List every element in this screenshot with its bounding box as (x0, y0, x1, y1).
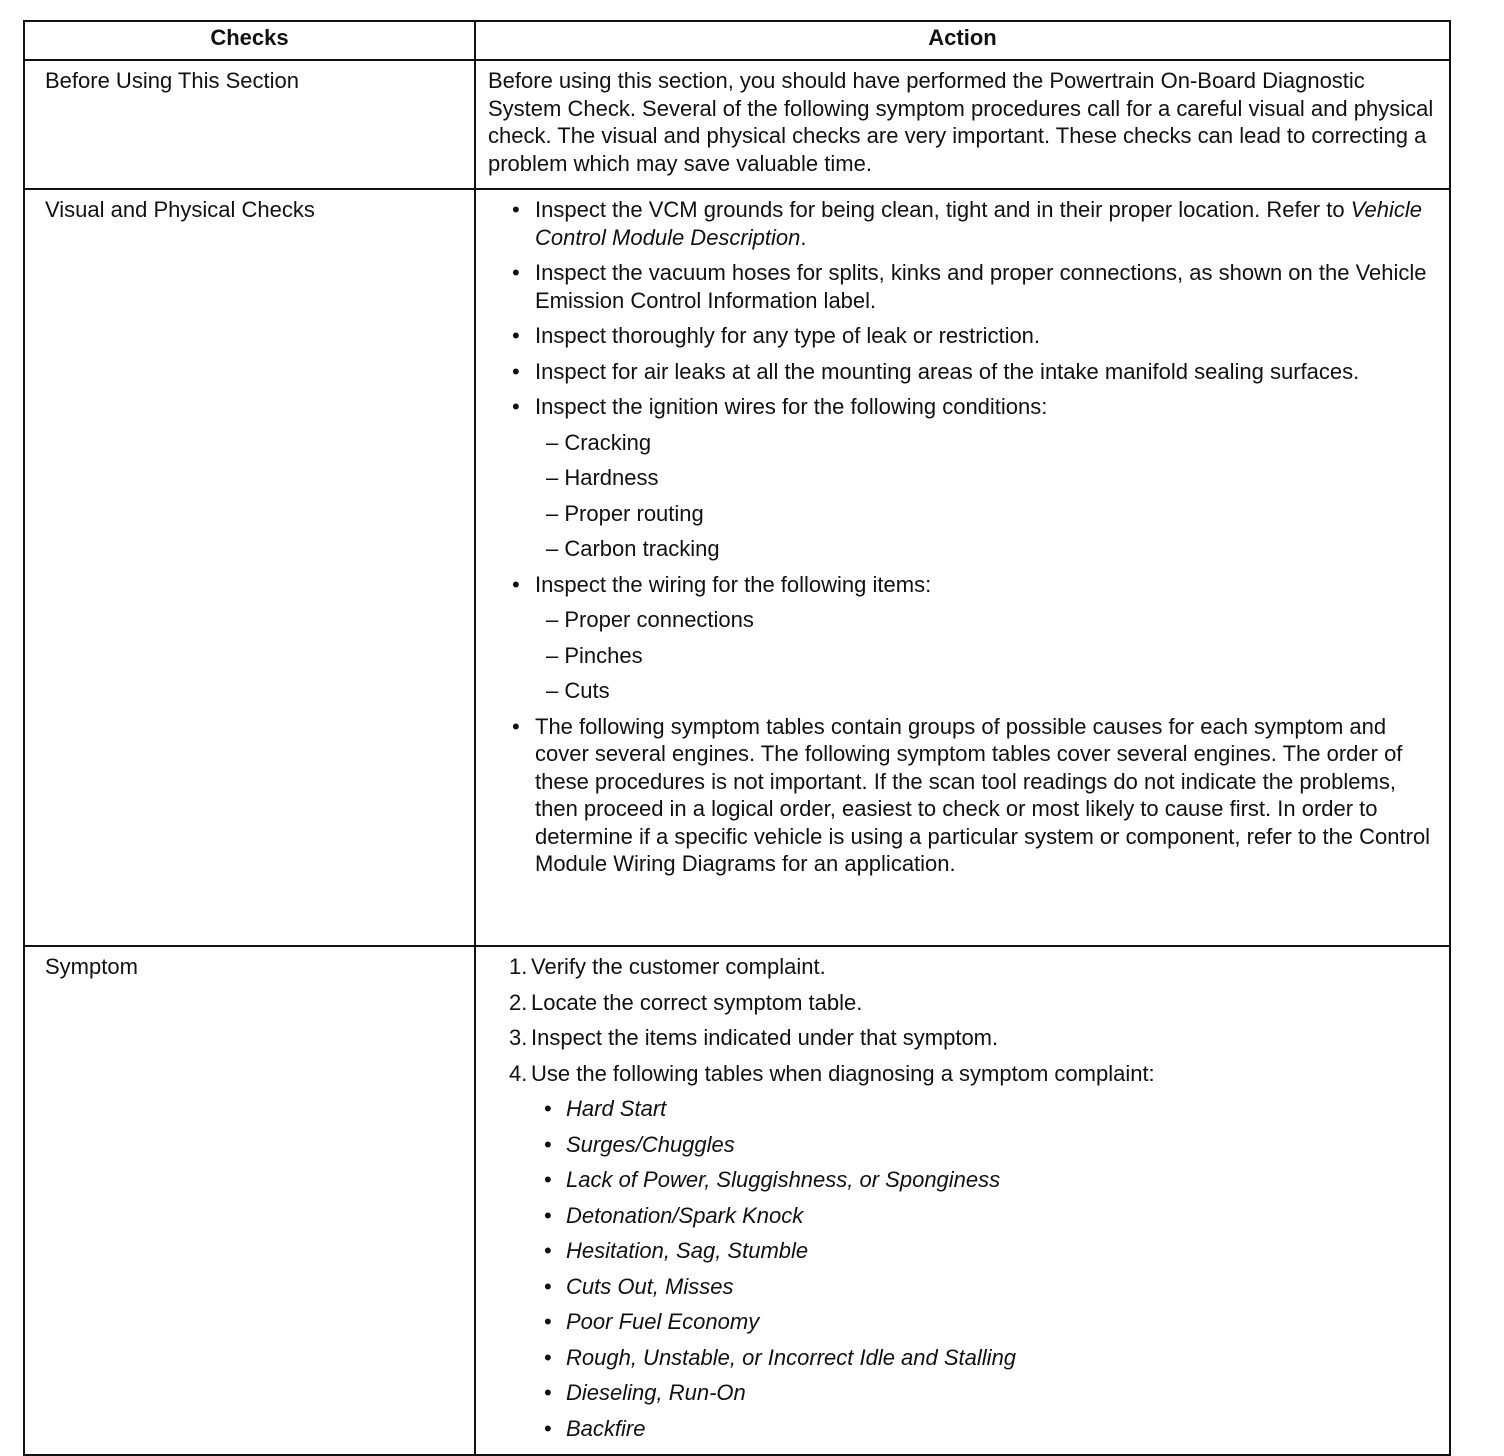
list-item: • The following symptom tables contain groups of possible causes for each symptom and cover several engines. The following symptom tables cover several engines. The order of these procedures is not important. If the scan tool readings do not indicate the problems, then proceed in a logical order, easiest to check or most likely to cause first. In order to determine if a specific vehicle is using a particular system or component, refer to the Control Module Wiring Diagrams for an application. (488, 713, 1439, 878)
wiring-items-text: Inspect the wiring for the following items: (535, 571, 932, 597)
symptom-table-item: • Dieseling, Run-On (531, 1379, 1439, 1407)
checks-action-table (23, 20, 1451, 1456)
action-visual-physical (475, 189, 1450, 946)
sub-list-item: – Pinches (546, 642, 643, 668)
sub-list-item: – Proper connections (546, 607, 754, 632)
header-checks: Checks (24, 21, 475, 60)
vcm-description-reference: Vehicle Control Module Description (535, 197, 1423, 250)
symptom-steps-list (488, 953, 1439, 1442)
list-item (488, 196, 1439, 251)
step-item (488, 989, 1439, 1017)
step-text: Verify the customer complaint. (531, 954, 826, 979)
list-item (488, 571, 1439, 705)
step-item (488, 953, 1439, 981)
symptom-table-item: • Cuts Out, Misses (531, 1273, 1439, 1301)
symptom-table-item: • Hard Start (531, 1095, 1439, 1123)
check-before-using: Before Using This Section (24, 60, 475, 189)
header-row (24, 21, 1450, 60)
sub-list-item: – Proper routing (546, 500, 704, 526)
vcm-ref-period: . (800, 224, 807, 250)
before-using-text: Before using this section, you should have performed the Powertrain On-Board Diagnostic System Check. Several of the following symptom procedures call for a careful visual and physical check. The visual and physical checks are very important. These checks can lead to correcting a problem which may save valuable time. (488, 68, 1434, 176)
action-symptom (475, 946, 1450, 1455)
step-item (488, 1060, 1439, 1443)
symptom-table-item: • Hesitation, Sag, Stumble (531, 1237, 1439, 1265)
row-before-using (24, 60, 1450, 189)
symptom-table-item: • Rough, Unstable, or Incorrect Idle and Stalling (531, 1344, 1439, 1372)
symptom-table-item: • Backfire (531, 1415, 1439, 1443)
symptom-table-item: • Detonation/Spark Knock (531, 1202, 1439, 1230)
symptom-table-item: • Poor Fuel Economy (531, 1308, 1439, 1336)
step-text: Inspect the items indicated under that symptom. (531, 1025, 999, 1050)
header-action: Action (475, 21, 1450, 60)
list-item: • Inspect the vacuum hoses for splits, kinks and proper connections, as shown on the Vehicle Emission Control Information label. (488, 259, 1439, 314)
ignition-conditions-list (535, 429, 1439, 563)
check-symptom: Symptom (24, 946, 475, 1455)
sub-list-item: – Carbon tracking (546, 536, 720, 561)
step-number: 3. (509, 1025, 528, 1050)
vcm-grounds-text: Inspect the VCM grounds for being clean, tight and in their proper location. Refer to (535, 197, 1351, 222)
step-item (488, 1024, 1439, 1052)
symptom-table-item: • Surges/Chuggles (531, 1131, 1439, 1159)
symptom-tables-list (531, 1095, 1439, 1442)
ignition-wires-text: Inspect the ignition wires for the following conditions: (535, 394, 1048, 419)
symptom-table-item: • Lack of Power, Sluggishness, or Sponginess (531, 1166, 1439, 1194)
list-item: • Inspect thoroughly for any type of leak or restriction. (488, 322, 1439, 350)
step-number: 2. (509, 989, 528, 1015)
sub-list-item: – Hardness (546, 465, 659, 490)
step-text: Locate the correct symptom table. (531, 989, 863, 1015)
step-number: 1. (509, 954, 528, 979)
step-text: Use the following tables when diagnosing a symptom complaint: (531, 1060, 1155, 1086)
step-number: 4. (509, 1060, 528, 1086)
row-symptom (24, 946, 1450, 1455)
wiring-items-list (535, 606, 1439, 705)
action-before-using (475, 60, 1450, 189)
row-visual-physical (24, 189, 1450, 946)
visual-checks-list (488, 196, 1439, 878)
list-item (488, 393, 1439, 563)
sub-list-item: – Cracking (546, 429, 652, 455)
sub-list-item: – Cuts (546, 678, 610, 703)
list-item: • Inspect for air leaks at all the mounting areas of the intake manifold sealing surfaces. (488, 358, 1439, 386)
check-visual-physical: Visual and Physical Checks (24, 189, 475, 946)
